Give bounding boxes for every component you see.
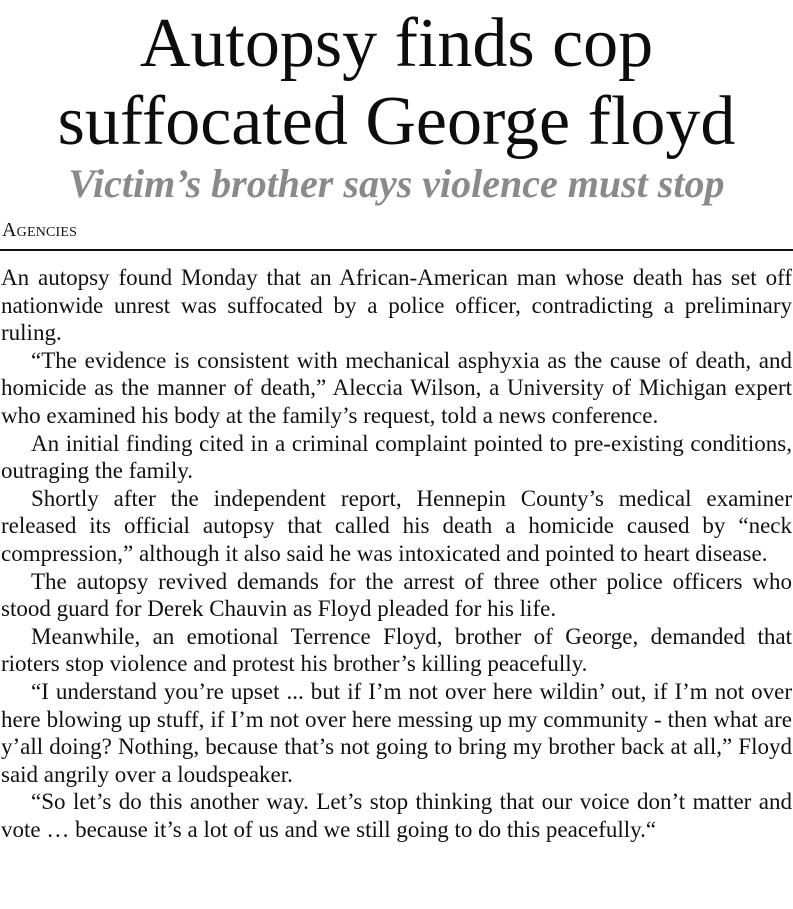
paragraph-7: “I understand you’re upset ... but if I’m not over here wildin’ out, if I’m not over here blowing up stuff, if I’m not over here messing up my community - then what are y’all doing? Nothing, because that’s not going to bring my brother back at all,” Floyd said angrily over a loudspeaker. bbox=[1, 678, 792, 787]
paragraph-3: An initial finding cited in a criminal complaint pointed to pre-existing conditions, outraging the family. bbox=[1, 430, 792, 484]
paragraph-4: Shortly after the independent report, Hennepin County’s medical examiner released its official autopsy that called his death a homicide caused by “neck compression,” although it also said he was intoxicated and pointed to heart disease. bbox=[1, 485, 792, 566]
byline-divider bbox=[0, 249, 793, 251]
paragraph-5: The autopsy revived demands for the arrest of three other police officers who stood guard for Derek Chauvin as Floyd pleaded for his life. bbox=[1, 568, 792, 622]
paragraph-2: “The evidence is consistent with mechanical asphyxia as the cause of death, and homicide as the manner of death,” Aleccia Wilson, a University of Michigan expert who examined his body at the family’s request, told a news conference. bbox=[1, 347, 792, 428]
byline: Agencies bbox=[2, 219, 78, 241]
paragraph-8: “So let’s do this another way. Let’s stop thinking that our voice don’t matter and vote … because it’s a lot of us and we still going to do this peacefully.“ bbox=[1, 789, 792, 842]
paragraph-1: An autopsy found Monday that an African-American man whose death has set off nationwide unrest was suffocated by a police officer, contradicting a preliminary ruling. bbox=[1, 265, 792, 346]
headline-line-2: suffocated George floyd bbox=[57, 83, 736, 160]
headline bbox=[0, 5, 793, 161]
subheadline: Victim’s brother says violence must stop bbox=[68, 161, 725, 206]
paragraph-6: Meanwhile, an emotional Terrence Floyd, brother of George, demanded that rioters stop violence and protest his brother’s killing peacefully. bbox=[1, 623, 792, 677]
headline-line-1: Autopsy finds cop bbox=[139, 5, 654, 82]
article-body bbox=[1, 264, 792, 843]
